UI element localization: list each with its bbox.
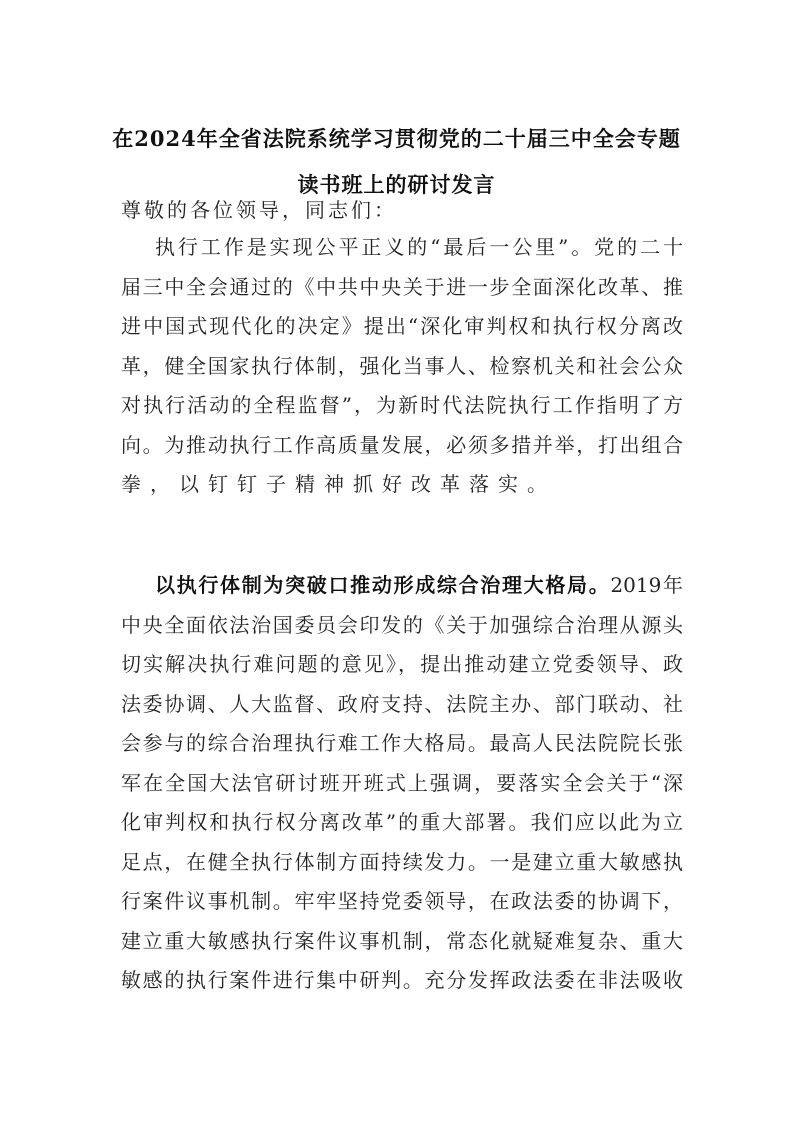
paragraph-line: 革，健全国家执行体制，强化当事人、检察机关和社会公众 [121, 353, 683, 378]
paragraph-1 [121, 228, 683, 505]
paragraph-line: 切实解决执行难问题的意见》，提出推动建立党委领导、政 [121, 652, 683, 676]
greeting: 尊敬的各位领导，同志们： [121, 198, 397, 222]
paragraph-line: 中央全面依法治国委员会印发的《关于加强综合治理从源头 [121, 612, 683, 637]
paragraph-line [121, 566, 683, 606]
paragraph-line: 建立重大敏感执行案件议事机制，常态化就疑难复杂、重大 [121, 928, 683, 953]
paragraph-line: 足点，在健全执行体制方面持续发力。一是建立重大敏感执 [121, 849, 683, 874]
paragraph-2 [121, 566, 683, 1001]
title-line-2: 读书班上的研讨发言 [297, 172, 496, 197]
section-heading: 以执行体制为突破口推动形成综合治理大格局。 [155, 573, 611, 597]
paragraph-line: 对执行活动的全程监督”，为新时代法院执行工作指明了方 [121, 393, 683, 417]
paragraph-line: 军在全国大法官研讨班开班式上强调，要落实全会关于“深 [121, 770, 683, 795]
paragraph-line: 化审判权和执行权分离改革”的重大部署。我们应以此为立 [121, 810, 683, 834]
paragraph-line: 拳，以钉钉子精神抓好改革落实。 [121, 472, 556, 496]
paragraph-line: 法委协调、人大监督、政府支持、法院主办、部门联动、社 [121, 691, 683, 716]
paragraph-line: 执行工作是实现公平正义的“最后一公里”。党的二十 [155, 235, 683, 259]
paragraph-line: 行案件议事机制。牢牢坚持党委领导，在政法委的协调下， [121, 889, 683, 913]
paragraph-line: 敏感的执行案件进行集中研判。充分发挥政法委在非法吸收 [121, 968, 683, 992]
paragraph-line: 进中国式现代化的决定》提出“深化审判权和执行权分离改 [121, 314, 683, 338]
paragraph-text: 2019年 [610, 573, 684, 597]
paragraph-line: 向。为推动执行工作高质量发展，必须多措并举，打出组合 [121, 432, 683, 457]
title-line-1: 在2024年全省法院系统学习贯彻党的二十届三中全会专题 [112, 126, 681, 151]
paragraph-line: 会参与的综合治理执行难工作大格局。最高人民法院院长张 [121, 731, 683, 755]
paragraph-line: 届三中全会通过的《中共中央关于进一步全面深化改革、推 [121, 274, 683, 299]
